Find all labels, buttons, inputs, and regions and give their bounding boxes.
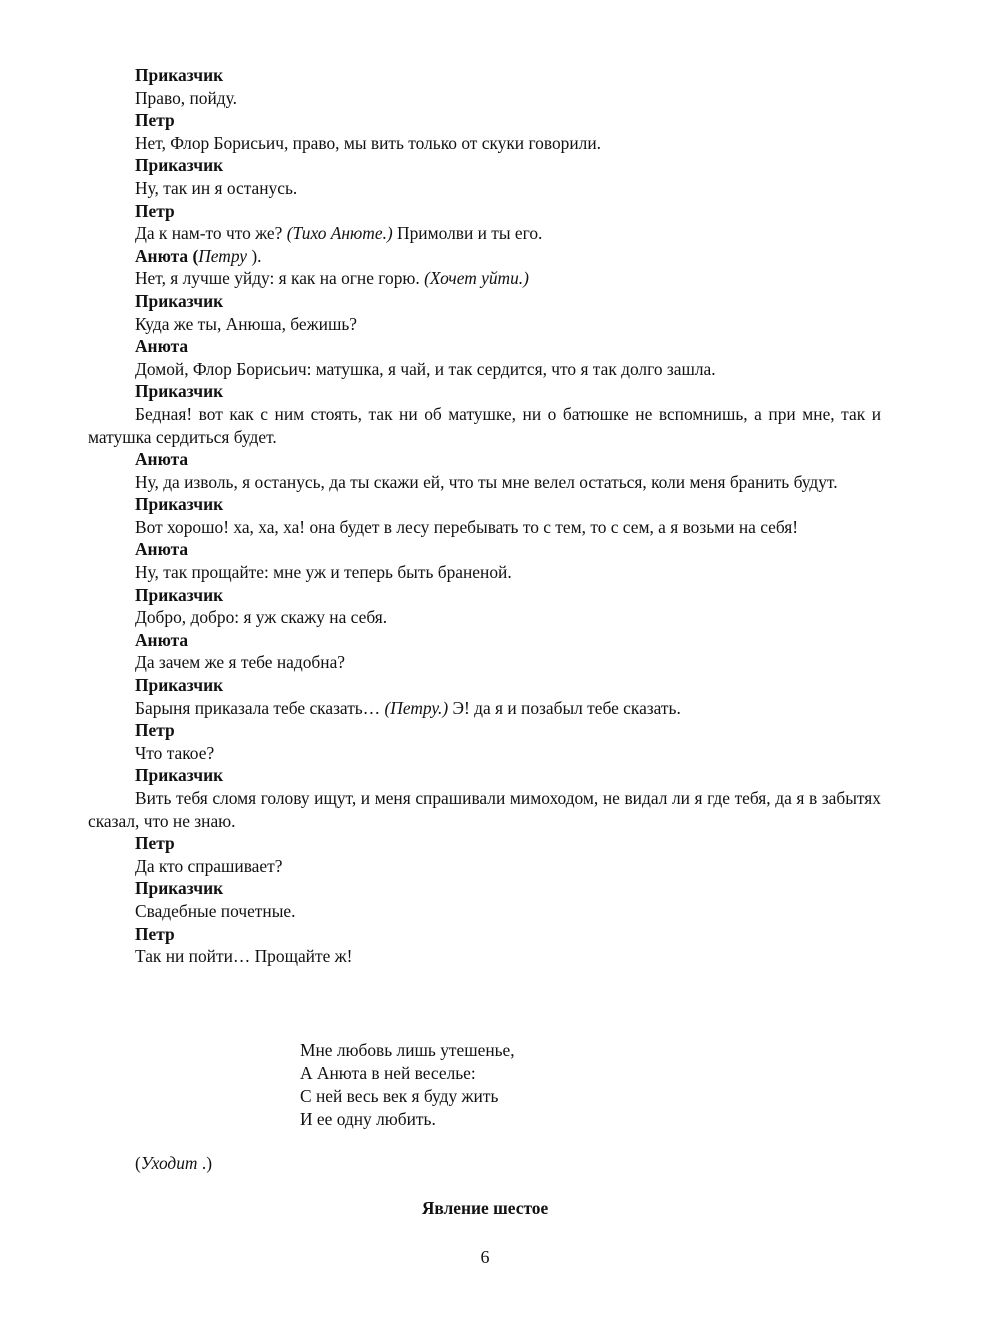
- dialogue-line: Ну, так прощайте: мне уж и теперь быть браненой.: [135, 562, 512, 583]
- verse-line: А Анюта в ней веселье:: [300, 1063, 476, 1083]
- dialogue-line: Что такое?: [135, 742, 215, 763]
- dialogue-line: Ну, так ин я останусь.: [135, 177, 298, 198]
- verse-line: С ней весь век я буду жить: [300, 1086, 499, 1106]
- speaker-name: Приказчик: [135, 878, 224, 899]
- dialogue-line: Так ни пойти… Прощайте ж!: [135, 946, 353, 967]
- dialogue-line: Ну, да изволь, я останусь, да ты скажи ей, что ты мне велел остаться, коли меня бранить будут.: [135, 471, 838, 492]
- speaker-name: Петр: [135, 923, 175, 944]
- stage-direction: (Хочет уйти.): [424, 268, 529, 289]
- dialogue-line: Куда же ты, Анюша, бежишь?: [135, 313, 358, 334]
- verse-line: Мне любовь лишь утешенье,: [300, 1040, 515, 1060]
- speaker-name: Петр: [135, 833, 175, 854]
- dialogue-line: Бедная! вот как с ним стоять, так ни об матушке, ни о батюшке не вспомнишь, а при мне, так и матушка сердиться будет.: [88, 403, 881, 447]
- speaker-name: Анюта (Петру ).: [135, 245, 262, 266]
- dialogue-line: Нет, Флор Борисьич, право, мы вить только от скуки говорили.: [135, 132, 601, 153]
- page-number: 6: [480, 1247, 490, 1267]
- stage-direction: (Петру.): [384, 697, 449, 718]
- speaker-name: Приказчик: [135, 765, 224, 786]
- speaker-name: Приказчик: [135, 65, 224, 85]
- stage-direction: Петру: [198, 245, 248, 266]
- dialogue-line: Барыня приказала тебе сказать… (Петру.) Э! да я и позабыл тебе сказать.: [135, 697, 681, 718]
- speaker-name: Анюта: [135, 449, 189, 470]
- speaker-name: Петр: [135, 110, 175, 131]
- speaker-name: Приказчик: [135, 584, 224, 605]
- dialogue-line: Вот хорошо! ха, ха, ха! она будет в лесу перебывать то с тем, то с сем, а я возьми на себя!: [135, 516, 799, 537]
- scene-heading: Явление шестое: [421, 1198, 549, 1218]
- dialogue-line: Право, пойду.: [135, 87, 237, 108]
- dialogue-line: Да зачем же я тебе надобна?: [135, 652, 346, 673]
- speaker-name: Петр: [135, 200, 175, 221]
- song-verse: [300, 1039, 515, 1131]
- dialogue-line: Да к нам-то что же? (Тихо Анюте.) Примолви и ты его.: [135, 223, 543, 244]
- speaker-name: Анюта: [135, 539, 189, 560]
- speaker-name: Приказчик: [135, 381, 224, 402]
- dialogue-line: Добро, добро: я уж скажу на себя.: [135, 607, 388, 628]
- stage-direction-text: Уходит: [140, 1153, 198, 1173]
- dialogue-line: Нет, я лучше уйду: я как на огне горю. (Хочет уйти.): [135, 268, 529, 289]
- dialogue-line: Да кто спрашивает?: [135, 855, 283, 876]
- dialogue-line: Свадебные почетные.: [135, 900, 296, 921]
- stage-direction-exit: (Уходит .): [135, 1153, 212, 1173]
- dialogue: [88, 64, 881, 968]
- speaker-name: Приказчик: [135, 675, 224, 696]
- stage-direction: (Тихо Анюте.): [286, 223, 393, 244]
- speaker-name: Анюта: [135, 336, 189, 357]
- speaker-name: Приказчик: [135, 155, 224, 176]
- speaker-name: Анюта: [135, 629, 189, 650]
- speaker-name: Приказчик: [135, 290, 224, 311]
- dialogue-line: Вить тебя сломя голову ищут, и меня спрашивали мимоходом, не видал ли я где тебя, да я в забытях сказал, что не знаю.: [88, 788, 881, 831]
- speaker-name: Приказчик: [135, 494, 224, 515]
- speaker-name: Петр: [135, 720, 175, 741]
- verse-line: И ее одну любить.: [300, 1109, 436, 1129]
- dialogue-line: Домой, Флор Борисьич: матушка, я чай, и так сердится, что я так долго зашла.: [135, 358, 716, 379]
